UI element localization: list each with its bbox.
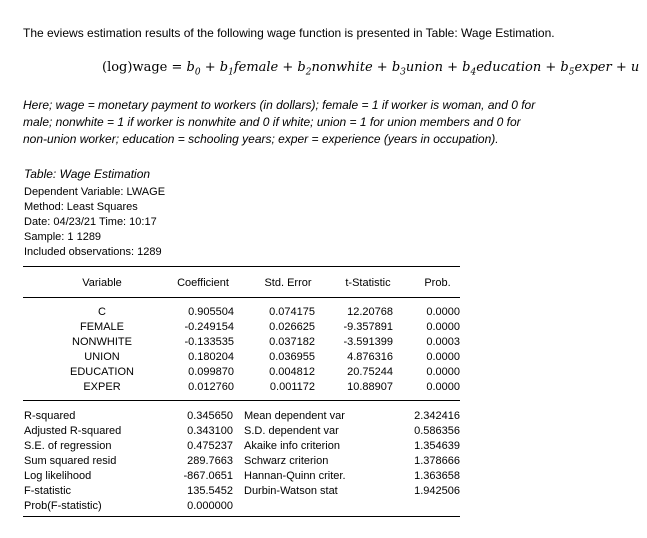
coefficient-value: -0.133535 bbox=[184, 336, 234, 348]
header-rule bbox=[23, 297, 460, 298]
table-top-rule bbox=[23, 266, 460, 267]
stat-value: 135.5452 bbox=[187, 485, 233, 497]
stat-value: 289.7663 bbox=[187, 455, 233, 467]
stat-value: 1.378666 bbox=[414, 455, 460, 467]
t-statistic-value: 10.88907 bbox=[347, 381, 393, 393]
prob-value: 0.0000 bbox=[426, 306, 460, 318]
prob-value: 0.0000 bbox=[426, 366, 460, 378]
stat-row bbox=[0, 499, 647, 514]
coefficient-value: -0.249154 bbox=[184, 321, 234, 333]
definition-line: male; nonwhite = 1 if worker is nonwhite and 0 if white; union = 1 for union members and 0 for bbox=[23, 115, 521, 129]
equation-term: $b_5exper$ bbox=[560, 60, 612, 78]
included-observations: Included observations: 1289 bbox=[24, 246, 162, 258]
t-statistic-value: 20.75244 bbox=[347, 366, 393, 378]
stat-label: Sum squared resid bbox=[24, 455, 117, 467]
stat-label: Hannan-Quinn criter. bbox=[244, 470, 346, 482]
t-statistic-value: -9.357891 bbox=[343, 321, 393, 333]
table-row bbox=[0, 380, 647, 395]
equation-term: $b_1female$ bbox=[219, 60, 279, 78]
coefficient-value: 0.099870 bbox=[188, 366, 234, 378]
coefficient-value: 0.905504 bbox=[188, 306, 234, 318]
t-statistic-value: 12.20768 bbox=[347, 306, 393, 318]
stat-label: R-squared bbox=[24, 410, 76, 422]
equation-intercept: $b_0$ bbox=[186, 60, 201, 78]
table-row bbox=[0, 365, 647, 380]
stat-row bbox=[0, 469, 647, 484]
wage-equation: (log)wage = $b_0$ + $b_1female$ + $b_2nonwhite$ + $b_3union$ + $b_4education$ + $b_5exper + u$ bbox=[102, 60, 640, 78]
header-std-error: Std. Error bbox=[264, 277, 312, 289]
stat-label: Log likelihood bbox=[24, 470, 92, 482]
std-error-value: 0.004812 bbox=[269, 366, 315, 378]
equation-error: u bbox=[630, 60, 640, 75]
table-row bbox=[0, 335, 647, 350]
stat-row bbox=[0, 424, 647, 439]
stat-value: 0.000000 bbox=[187, 500, 233, 512]
table-row bbox=[0, 305, 647, 320]
coefficient-value: 0.180204 bbox=[188, 351, 234, 363]
table-bottom-rule bbox=[23, 516, 460, 517]
stat-label: Prob(F-statistic) bbox=[24, 500, 102, 512]
stat-value: 1.354639 bbox=[414, 440, 460, 452]
stat-label: F-statistic bbox=[24, 485, 72, 497]
dependent-variable: Dependent Variable: LWAGE bbox=[24, 186, 166, 198]
std-error-value: 0.036955 bbox=[269, 351, 315, 363]
intro-paragraph: The eviews estimation results of the following wage function is presented in Table: Wage Estimation. bbox=[23, 26, 555, 40]
t-statistic-value: -3.591399 bbox=[343, 336, 393, 348]
prob-value: 0.0003 bbox=[426, 336, 460, 348]
table-row bbox=[0, 320, 647, 335]
stat-value: 1.942506 bbox=[414, 485, 460, 497]
equation-term: $b_4education$ bbox=[462, 60, 542, 78]
variable-name: EXPER bbox=[83, 381, 121, 393]
definition-line: non-union worker; education = schooling years; exper = experience (years in occupation). bbox=[23, 132, 499, 146]
table-row bbox=[0, 350, 647, 365]
stat-label: Schwarz criterion bbox=[244, 455, 329, 467]
stat-value: 2.342416 bbox=[414, 410, 460, 422]
t-statistic-value: 4.876316 bbox=[347, 351, 393, 363]
prob-value: 0.0000 bbox=[426, 321, 460, 333]
stat-value: 0.343100 bbox=[187, 425, 233, 437]
stat-value: 1.363658 bbox=[414, 470, 460, 482]
method: Method: Least Squares bbox=[24, 201, 138, 213]
stat-row bbox=[0, 484, 647, 499]
variable-definitions bbox=[23, 97, 623, 148]
estimation-meta bbox=[24, 185, 165, 260]
header-prob: Prob. bbox=[424, 277, 451, 289]
sample: Sample: 1 1289 bbox=[24, 231, 102, 243]
stat-label: Durbin-Watson stat bbox=[244, 485, 338, 497]
equation-lhs: (log)wage bbox=[102, 60, 168, 75]
stat-value: 0.586356 bbox=[414, 425, 460, 437]
std-error-value: 0.074175 bbox=[269, 306, 315, 318]
header-variable: Variable bbox=[82, 277, 122, 289]
header-t-statistic: t-Statistic bbox=[345, 277, 391, 289]
equation-term: $b_3union$ bbox=[391, 60, 443, 78]
equation-term: $b_2nonwhite$ bbox=[297, 60, 373, 78]
variable-name: UNION bbox=[84, 351, 120, 363]
coefficients-bottom-rule bbox=[23, 400, 460, 401]
variable-name: EDUCATION bbox=[70, 366, 134, 378]
stat-row bbox=[0, 409, 647, 424]
stat-label: Mean dependent var bbox=[244, 410, 345, 422]
stat-value: -867.0651 bbox=[183, 470, 233, 482]
definition-line: Here; wage = monetary payment to workers (in dollars); female = 1 if worker is woman, and 0 for bbox=[23, 98, 536, 112]
stat-label: Akaike info criterion bbox=[244, 440, 340, 452]
stat-label: S.E. of regression bbox=[24, 440, 112, 452]
variable-name: C bbox=[98, 306, 106, 318]
stat-label: Adjusted R-squared bbox=[24, 425, 122, 437]
prob-value: 0.0000 bbox=[426, 351, 460, 363]
variable-name: FEMALE bbox=[79, 321, 124, 333]
std-error-value: 0.026625 bbox=[269, 321, 315, 333]
stat-row bbox=[0, 454, 647, 469]
variable-name: NONWHITE bbox=[72, 336, 132, 348]
coefficient-value: 0.012760 bbox=[188, 381, 234, 393]
header-coefficient: Coefficient bbox=[177, 277, 229, 289]
stat-row bbox=[0, 439, 647, 454]
prob-value: 0.0000 bbox=[426, 381, 460, 393]
date-time: Date: 04/23/21 Time: 10:17 bbox=[24, 216, 157, 228]
stat-value: 0.475237 bbox=[187, 440, 233, 452]
std-error-value: 0.037182 bbox=[269, 336, 315, 348]
stat-value: 0.345650 bbox=[187, 410, 233, 422]
table-caption: Table: Wage Estimation bbox=[24, 167, 151, 181]
stat-label: S.D. dependent var bbox=[244, 425, 339, 437]
std-error-value: 0.001172 bbox=[269, 381, 315, 393]
